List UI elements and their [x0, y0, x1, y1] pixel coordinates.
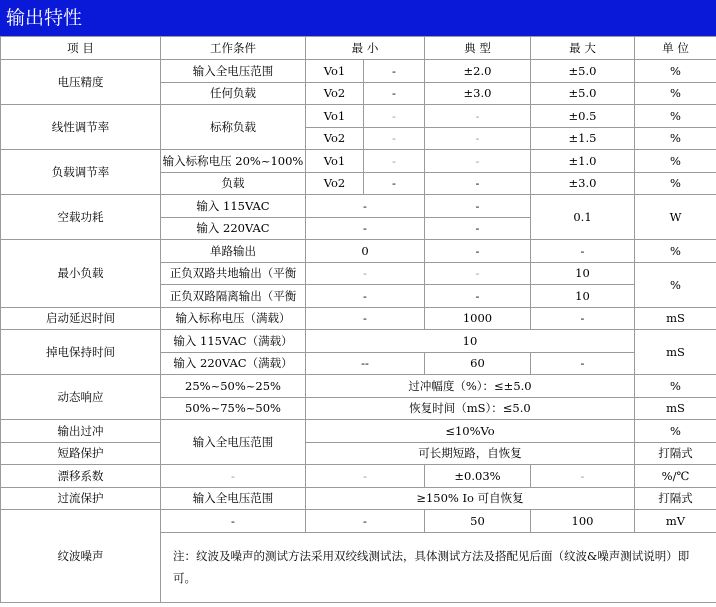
short-circuit-label: 短路保护: [1, 442, 161, 465]
max-cell: 100: [531, 510, 635, 533]
min-cell: -: [306, 285, 425, 308]
table-row: [1, 510, 716, 533]
table-row: [1, 375, 716, 398]
unit-cell: mS: [635, 330, 716, 375]
typ-cell: ±0.03%: [425, 465, 531, 488]
unit-cell: %: [635, 150, 716, 173]
condition-cell: 输入标称电压（满载）: [161, 307, 306, 330]
typ-cell: 1000: [425, 307, 531, 330]
min-cell: -: [364, 150, 425, 173]
output-label: Vo1: [306, 150, 364, 173]
unit-cell: %: [635, 172, 716, 195]
typ-cell: -: [425, 240, 531, 263]
line-regulation-label: 线性调节率: [1, 105, 161, 150]
unit-cell: mS: [635, 397, 716, 420]
unit-cell: %: [635, 420, 716, 443]
condition-cell: 输入全电压范围: [161, 487, 306, 510]
table-row: [1, 487, 716, 510]
typ-cell: 60: [425, 352, 531, 375]
unit-cell: %: [635, 82, 716, 105]
condition-cell: 正负双路隔离输出（平衡: [161, 285, 306, 308]
startup-delay-label: 启动延迟时间: [1, 307, 161, 330]
condition-cell: -: [161, 465, 306, 488]
min-cell: -: [364, 60, 425, 83]
typ-cell: -: [425, 217, 531, 240]
table-row: [1, 150, 716, 173]
max-cell: 10: [531, 262, 635, 285]
unit-cell: %: [635, 262, 716, 307]
value-cell: 可长期短路，自恢复: [306, 442, 635, 465]
value-cell: 过冲幅度（%）：≤±5.0: [306, 375, 635, 398]
unit-cell: %/℃: [635, 465, 716, 488]
table-row: [1, 105, 716, 128]
table-row: [1, 307, 716, 330]
condition-cell: 输入全电压范围: [161, 60, 306, 83]
load-regulation-label: 负载调节率: [1, 150, 161, 195]
unit-cell: %: [635, 60, 716, 83]
overshoot-label: 输出过冲: [1, 420, 161, 443]
min-cell: -: [306, 195, 425, 218]
no-load-power-label: 空载功耗: [1, 195, 161, 240]
condition-cell: 任何负载: [161, 82, 306, 105]
condition-cell: 标称负载: [161, 105, 306, 150]
typ-cell: -: [425, 105, 531, 128]
condition-cell: 输入 115VAC: [161, 195, 306, 218]
header-row: [1, 37, 716, 60]
output-label: Vo1: [306, 60, 364, 83]
value-cell: ≥150% Io 可自恢复: [306, 487, 635, 510]
max-cell: ±1.0: [531, 150, 635, 173]
min-cell: -: [306, 307, 425, 330]
unit-cell: %: [635, 375, 716, 398]
header-condition: 工作条件: [161, 37, 306, 60]
condition-cell: 25%~50%~25%: [161, 375, 306, 398]
voltage-accuracy-label: 电压精度: [1, 60, 161, 105]
condition-cell: 负载: [161, 172, 306, 195]
typ-cell: 10: [306, 330, 635, 353]
table-row: [1, 330, 716, 353]
max-cell: ±5.0: [531, 82, 635, 105]
temp-coef-label: 漂移系数: [1, 465, 161, 488]
max-cell: 0.1: [531, 195, 635, 240]
ripple-note: 注：纹波及噪声的测试方法采用双绞线测试法，具体测试方法及搭配见后面（纹波&噪声测试说明）即可。: [161, 532, 716, 602]
unit-cell: 打隔式: [635, 442, 716, 465]
condition-cell: 正负双路共地输出（平衡: [161, 262, 306, 285]
condition-cell: 50%~75%~50%: [161, 397, 306, 420]
typ-cell: 50: [425, 510, 531, 533]
condition-cell: 输入 220VAC（满载）: [161, 352, 306, 375]
dynamic-response-label: 动态响应: [1, 375, 161, 420]
min-cell: -: [364, 105, 425, 128]
unit-cell: W: [635, 195, 716, 240]
condition-cell: 单路输出: [161, 240, 306, 263]
value-cell: ≤10%Vo: [306, 420, 635, 443]
min-cell: -: [364, 127, 425, 150]
typ-cell: -: [425, 150, 531, 173]
max-cell: 10: [531, 285, 635, 308]
unit-cell: mS: [635, 307, 716, 330]
table-row: [1, 420, 716, 443]
max-cell: -: [531, 307, 635, 330]
output-label: Vo2: [306, 172, 364, 195]
unit-cell: %: [635, 240, 716, 263]
unit-cell: 打隔式: [635, 487, 716, 510]
typ-cell: ±2.0: [425, 60, 531, 83]
output-label: Vo1: [306, 105, 364, 128]
min-cell: -: [306, 465, 425, 488]
min-load-label: 最小负载: [1, 240, 161, 308]
table-row: [1, 465, 716, 488]
typ-cell: -: [425, 127, 531, 150]
table-row: [1, 195, 716, 218]
max-cell: ±5.0: [531, 60, 635, 83]
condition-cell: 输入 115VAC（满载）: [161, 330, 306, 353]
max-cell: -: [531, 240, 635, 263]
min-cell: --: [306, 352, 425, 375]
typ-cell: -: [425, 195, 531, 218]
min-cell: -: [306, 262, 425, 285]
typ-cell: -: [425, 262, 531, 285]
section-title: 输出特性: [0, 0, 716, 36]
header-min: 最 小: [306, 37, 425, 60]
typ-cell: ±3.0: [425, 82, 531, 105]
value-cell: 恢复时间（mS）：≤5.0: [306, 397, 635, 420]
max-cell: ±3.0: [531, 172, 635, 195]
unit-cell: %: [635, 105, 716, 128]
min-cell: -: [306, 217, 425, 240]
over-current-label: 过流保护: [1, 487, 161, 510]
table-row: [1, 442, 716, 465]
holdup-time-label: 掉电保持时间: [1, 330, 161, 375]
max-cell: -: [531, 465, 635, 488]
max-cell: ±0.5: [531, 105, 635, 128]
table-row: [1, 240, 716, 263]
header-unit: 单 位: [635, 37, 716, 60]
ripple-label: 纹波噪声: [1, 510, 161, 603]
min-cell: -: [306, 510, 425, 533]
unit-cell: %: [635, 127, 716, 150]
min-cell: -: [364, 172, 425, 195]
output-characteristics-table: [0, 36, 716, 603]
typ-cell: -: [425, 172, 531, 195]
header-typ: 典 型: [425, 37, 531, 60]
table-row: [1, 60, 716, 83]
unit-cell: mV: [635, 510, 716, 533]
condition-cell: 输入标称电压 20%~100%: [161, 150, 306, 173]
max-cell: ±1.5: [531, 127, 635, 150]
condition-cell: -: [161, 510, 306, 533]
condition-cell: 输入全电压范围: [161, 420, 306, 465]
max-cell: -: [531, 352, 635, 375]
header-item: 项 目: [1, 37, 161, 60]
header-max: 最 大: [531, 37, 635, 60]
min-cell: 0: [306, 240, 425, 263]
output-label: Vo2: [306, 82, 364, 105]
output-label: Vo2: [306, 127, 364, 150]
min-cell: -: [364, 82, 425, 105]
condition-cell: 输入 220VAC: [161, 217, 306, 240]
typ-cell: -: [425, 285, 531, 308]
